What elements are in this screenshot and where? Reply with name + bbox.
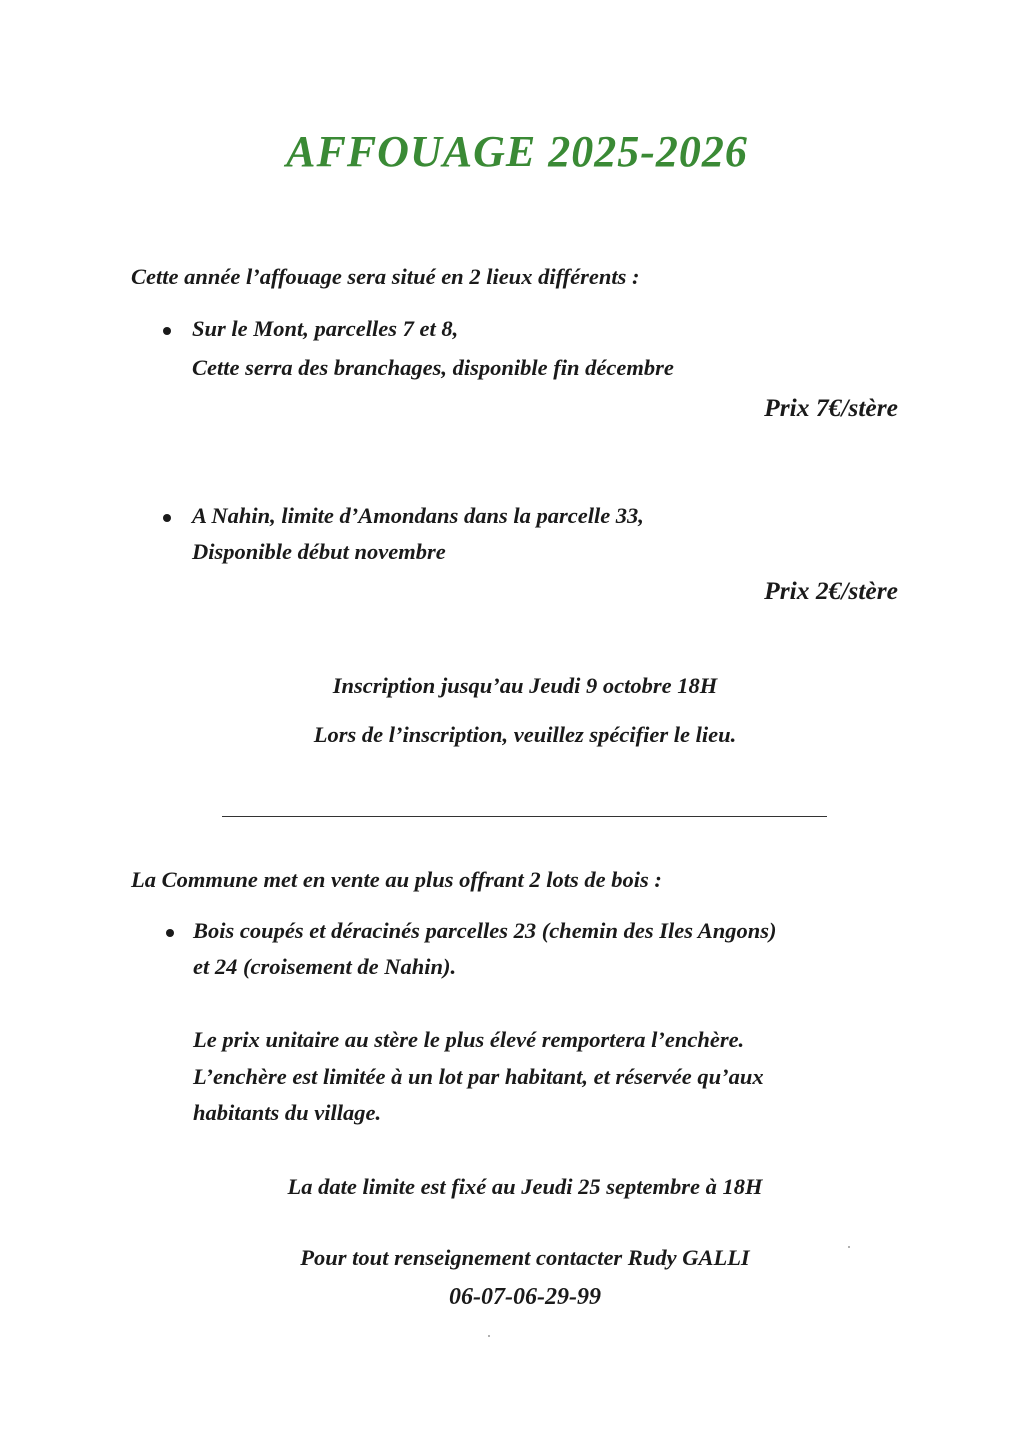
lieu-2-prix: Prix 2€/stère — [764, 576, 898, 605]
specifier-text: Lors de l’inscription, veuillez spécifier le lieu. — [313, 722, 737, 747]
lieu-1-prix: Prix 7€/stère — [764, 393, 898, 422]
deadline-text: La date limite est fixé au Jeudi 25 septembre à 18H — [287, 1174, 763, 1199]
bullet-icon — [163, 327, 171, 335]
vente-intro: La Commune met en vente au plus offrant 2 lots de bois : — [131, 867, 662, 892]
lieu-2-line2: Disponible début novembre — [192, 539, 446, 564]
contact-phone: 06-07-06-29-99 — [449, 1284, 601, 1310]
rules-line1: Le prix unitaire au stère le plus élevé remportera l’enchère. — [193, 1027, 745, 1052]
divider — [222, 816, 827, 817]
contact-text: Pour tout renseignement contacter Rudy GALLI — [300, 1245, 750, 1270]
bullet-icon — [163, 514, 171, 522]
rules-line3: habitants du village. — [193, 1100, 382, 1125]
lieu-1-line2: Cette serra des branchages, disponible fin décembre — [192, 355, 674, 380]
scan-speck — [488, 1335, 490, 1337]
intro-text: Cette année l’affouage sera situé en 2 lieux différents : — [131, 264, 640, 289]
inscription-text: Inscription jusqu’au Jeudi 9 octobre 18H — [332, 673, 718, 698]
lot-line1: Bois coupés et déracinés parcelles 23 (chemin des Iles Angons) — [193, 918, 777, 943]
lieu-1-line1: Sur le Mont, parcelles 7 et 8, — [192, 316, 459, 341]
bullet-icon — [166, 929, 174, 937]
rules-line2: L’enchère est limitée à un lot par habitant, et réservée qu’aux — [193, 1064, 764, 1089]
lot-line2: et 24 (croisement de Nahin). — [193, 954, 457, 979]
scan-speck — [848, 1246, 850, 1248]
page-title: AFFOUAGE 2025-2026 — [286, 127, 748, 176]
lieu-2-line1: A Nahin, limite d’Amondans dans la parcelle 33, — [192, 503, 644, 528]
